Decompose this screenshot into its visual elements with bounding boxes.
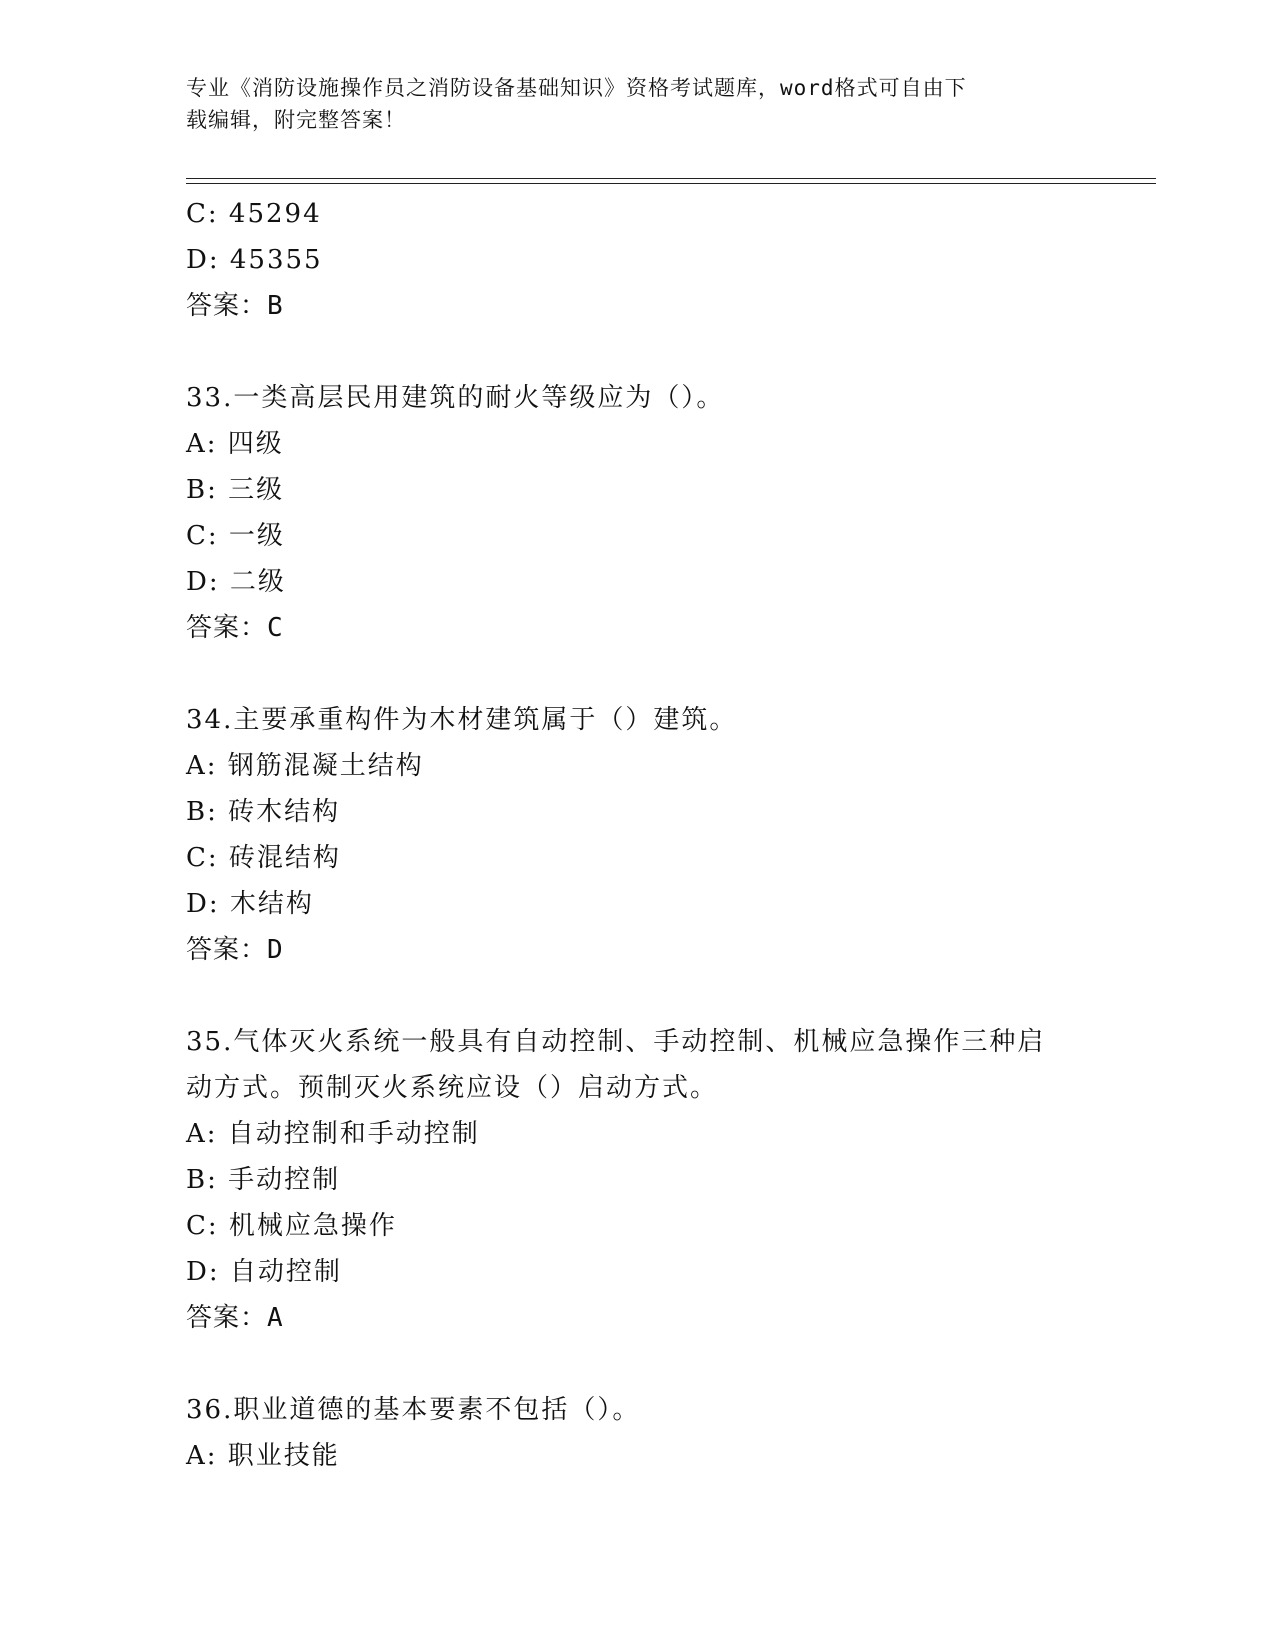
header-divider-bottom <box>186 183 1156 184</box>
spacer <box>186 1341 1086 1387</box>
question-34 <box>186 697 1086 973</box>
answer-line: 答案：A <box>186 1303 284 1333</box>
option-a: A: 四级 <box>186 429 284 459</box>
question-35 <box>186 1019 1086 1341</box>
question-stem-line-1: 35.气体灭火系统一般具有自动控制、手动控制、机械应急操作三种启 <box>186 1027 1046 1057</box>
header-line-2: 载编辑，附完整答案！ <box>186 108 406 132</box>
option-a: A: 自动控制和手动控制 <box>186 1119 480 1149</box>
option-d: D: 木结构 <box>186 889 314 919</box>
option-c: C: 砖混结构 <box>186 843 341 873</box>
option-a: A: 职业技能 <box>186 1441 340 1471</box>
spacer <box>186 651 1086 697</box>
spacer <box>186 973 1086 1019</box>
answer-line: 答案：B <box>186 291 284 321</box>
question-33 <box>186 375 1086 651</box>
option-b: B: 砖木结构 <box>186 797 341 827</box>
option-c: C: 45294 <box>186 199 322 229</box>
question-stem: 33.一类高层民用建筑的耐火等级应为（）。 <box>186 383 725 413</box>
option-d: D: 自动控制 <box>186 1257 342 1287</box>
option-c: C: 机械应急操作 <box>186 1211 397 1241</box>
option-d: D: 45355 <box>186 245 323 275</box>
answer-line: 答案：C <box>186 613 284 643</box>
header-divider-top <box>186 178 1156 179</box>
spacer <box>186 329 1086 375</box>
option-b: B: 手动控制 <box>186 1165 341 1195</box>
option-c: C: 一级 <box>186 521 285 551</box>
option-b: B: 三级 <box>186 475 285 505</box>
answer-line: 答案：D <box>186 935 284 965</box>
question-stem: 34.主要承重构件为木材建筑属于（）建筑。 <box>186 705 738 735</box>
question-stem: 36.职业道德的基本要素不包括（）。 <box>186 1395 641 1425</box>
option-a: A: 钢筋混凝土结构 <box>186 751 424 781</box>
question-stem-line-2: 动方式。预制灭火系统应设（）启动方式。 <box>186 1073 719 1103</box>
header-line-1: 专业《消防设施操作员之消防设备基础知识》资格考试题库，word格式可自由下 <box>186 76 967 100</box>
document-header <box>186 72 1086 136</box>
question-32-tail <box>186 191 1086 329</box>
question-list <box>186 191 1086 1479</box>
question-36 <box>186 1387 1086 1479</box>
option-d: D: 二级 <box>186 567 286 597</box>
